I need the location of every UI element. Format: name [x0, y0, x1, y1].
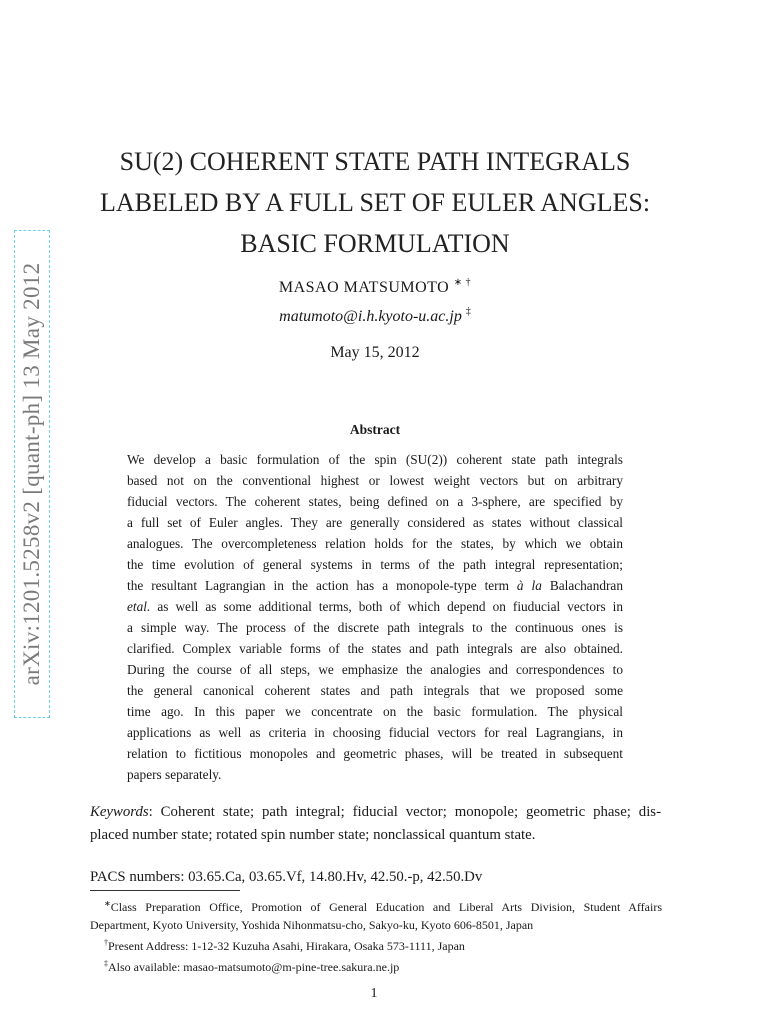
footnote-text: Present Address: 1-12-32 Kuzuha Asahi, Hirakara, Osaka 573-1111, Japan — [108, 939, 465, 953]
abstract-line: a full set of Euler angles. They are generally considered as states without classical — [127, 515, 623, 530]
title-line-1: SU(2) COHERENT STATE PATH INTEGRALS — [119, 147, 631, 176]
author-email: matumoto@i.h.kyoto-u.ac.jp — [279, 308, 462, 325]
arxiv-stamp — [14, 230, 50, 718]
abstract-line — [127, 575, 623, 596]
arxiv-identifier: arXiv:1201.5258v2 [quant-ph] 13 May 2012 — [19, 262, 44, 686]
footnote-text: Also available: masao-matsumoto@m-pine-tree.sakura.ne.jp — [108, 960, 400, 974]
abstract-line: time ago. In this paper we concentrate on the basic formulation. The physical — [127, 704, 623, 719]
keywords-line-1 — [90, 801, 661, 824]
author-email-line — [80, 306, 670, 326]
footnote-mark: ‡ — [104, 959, 108, 968]
footnote-divider — [90, 890, 240, 891]
abstract-line — [127, 596, 623, 617]
keywords-label: Keywords — [90, 804, 149, 820]
keywords-line-2: placed number state; rotated spin number state; nonclassical quantum state. — [90, 827, 536, 843]
abstract-line-text: as well as some additional terms, both of which depend on fiuducial vectors in — [157, 599, 624, 614]
footnote-1-line-2: Department, Kyoto University, Yoshida Nihonmatsu-cho, Sakyo-ku, Kyoto 606-8501, Japan — [90, 918, 534, 932]
abstract-body — [127, 449, 623, 785]
title-line-3: BASIC FORMULATION — [240, 229, 510, 258]
title-line-2: LABELED BY A FULL SET OF EULER ANGLES: — [99, 188, 651, 217]
keywords-text: : Coherent state; path integral; fiducial vector; monopole; geometric phase; dis- — [148, 804, 661, 820]
abstract-line: During the course of all steps, we emphasize the analogies and correspondences to — [127, 662, 623, 677]
footnotes — [90, 895, 662, 976]
paper-date: May 15, 2012 — [330, 344, 420, 361]
email-footnote-mark: ‡ — [465, 306, 471, 317]
abstract-line: fiducial vectors. The coherent states, being defined on a 3-sphere, are specified by — [127, 494, 623, 509]
abstract-line: based not on the conventional highest or lowest weight vectors but on arbitrary — [127, 473, 623, 488]
abstract-line: relation to fictitious monopoles and geometric phases, will be treated in subsequent — [127, 746, 623, 761]
abstract-line: clarified. Complex variable forms of the states and path integrals are also obtained. — [127, 641, 623, 656]
footnote-2 — [90, 934, 662, 955]
abstract-italic-a-la: à la — [516, 578, 542, 593]
footnote-mark: † — [104, 938, 108, 947]
abstract-line: papers separately. — [127, 767, 222, 782]
keywords-block — [90, 801, 661, 847]
abstract-line: the general canonical coherent states and path integrals that we proposed some — [127, 683, 623, 698]
abstract-heading: Abstract — [349, 422, 401, 437]
abstract-line-text: the resultant Lagrangian in the action has a monopole-type term — [127, 578, 509, 593]
footnote-1-line-1 — [90, 895, 662, 916]
abstract-italic-etal: etal. — [127, 599, 151, 614]
footnote-mark: ∗ — [104, 899, 111, 908]
abstract-line: a simple way. The process of the discrete path integrals to the continuous ones is — [127, 620, 623, 635]
paper-title — [80, 141, 670, 264]
pacs-numbers: PACS numbers: 03.65.Ca, 03.65.Vf, 14.80.Hv, 42.50.-p, 42.50.Dv — [90, 869, 483, 885]
abstract-line: applications as well as criteria in choosing fiducial vectors for real Lagrangians, in — [127, 725, 623, 740]
author-footnote-marks: ∗ † — [453, 277, 472, 288]
abstract-line-tail: Balachandran — [549, 578, 623, 593]
author-name: MASAO MATSUMOTO — [278, 279, 450, 296]
page-number: 1 — [370, 986, 378, 1001]
footnote-text: Class Preparation Office, Promotion of General Education and Liberal Arts Division, Student Affairs — [110, 900, 662, 914]
author-line — [80, 277, 670, 297]
footnote-3 — [90, 955, 662, 976]
abstract-line: We develop a basic formulation of the spin (SU(2)) coherent state path integrals — [127, 452, 623, 467]
abstract-line: the time evolution of general systems in terms of the path integral representation; — [127, 557, 623, 572]
abstract-line: analogues. The overcompleteness relation holds for the states, by which we obtain — [127, 536, 623, 551]
